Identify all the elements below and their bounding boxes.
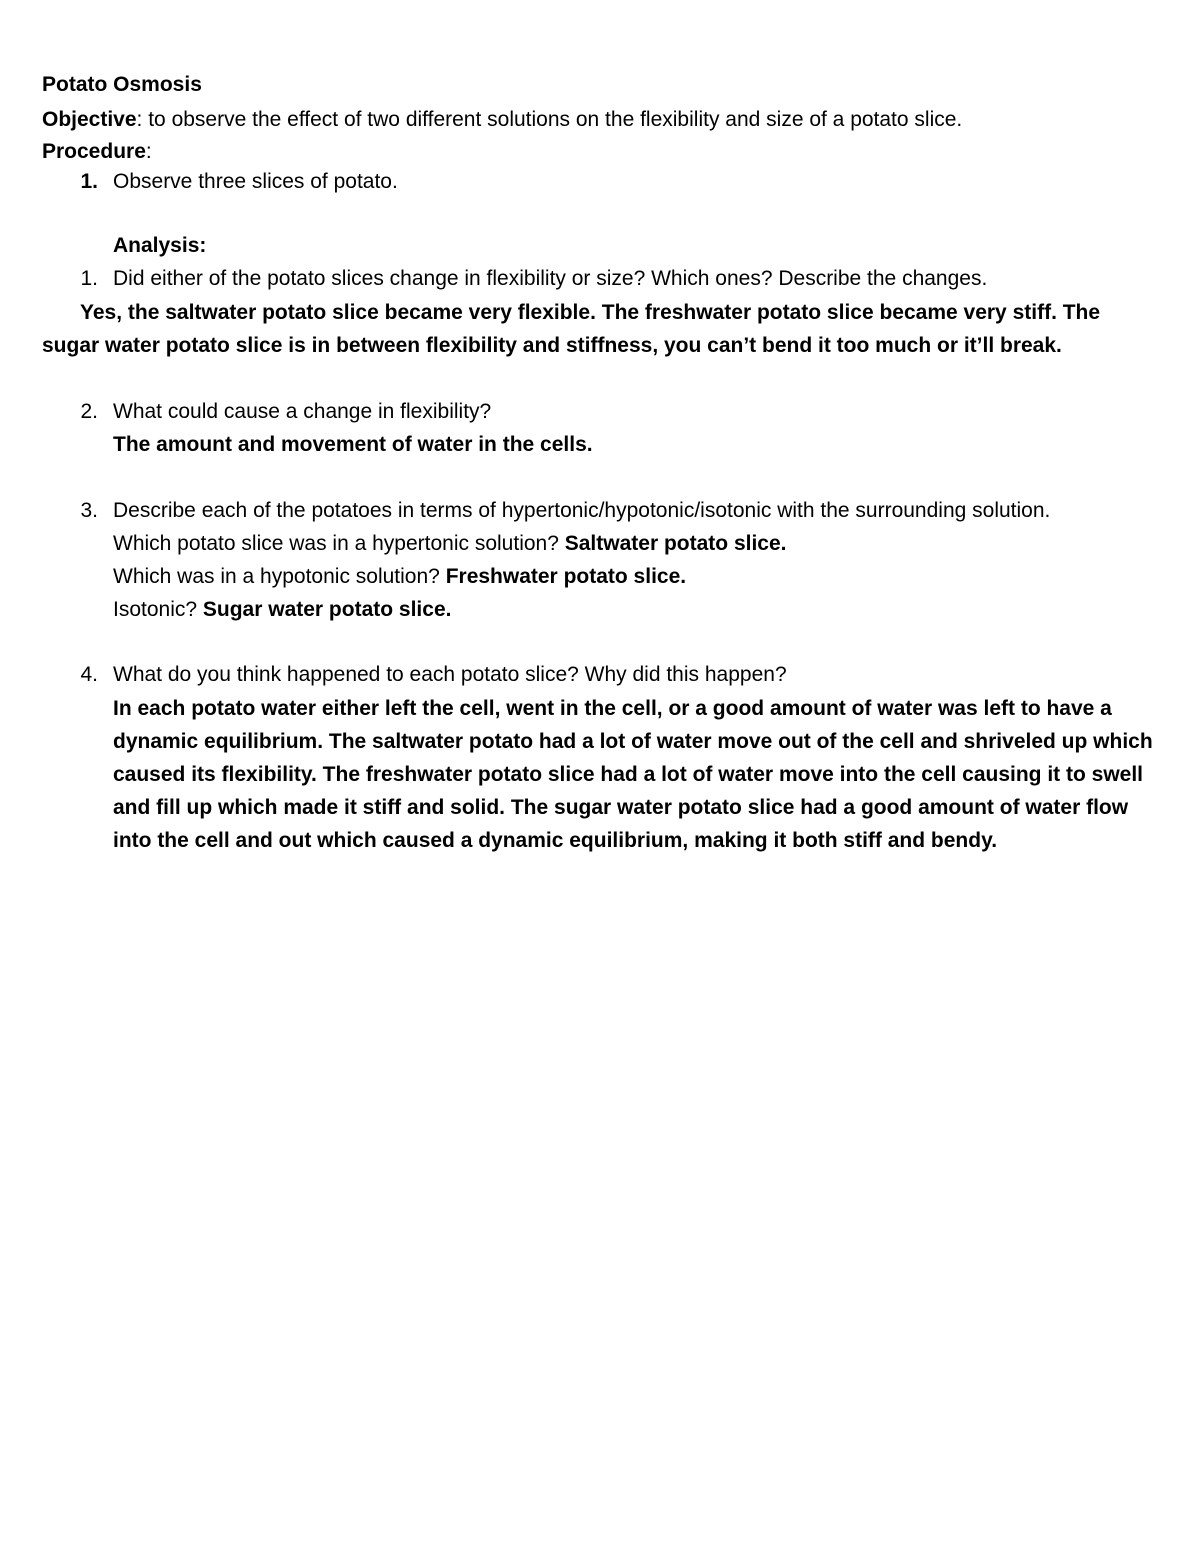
procedure-heading xyxy=(42,136,152,168)
procedure-step-text: Observe three slices of potato. xyxy=(113,170,398,193)
sub-question-answer: Sugar water potato slice. xyxy=(202,598,452,621)
question-number: 3. xyxy=(80,499,98,522)
question-number: 1. xyxy=(80,267,98,290)
objective-text: : to observe the effect of two different solutions on the flexibility and size of a potato slice. xyxy=(136,108,963,131)
sub-question-line xyxy=(113,594,451,626)
sub-question-answer: Saltwater potato slice. xyxy=(564,532,787,555)
answer-text: In each potato water either left the cell, went in the cell, or a good amount of water was left to have a dynamic equilibrium. The saltwater potato had a lot of water move out of the cell and shriveled up which caused its flexibility. The freshwater potato slice had a lot of water move into the cell causing it to swell and fill up which made it stiff and solid. The sugar water potato slice had a good amount of water flow into the cell and out which caused a dynamic equilibrium, making it both stiff and bendy. xyxy=(113,697,1153,852)
question-number: 2. xyxy=(80,400,98,423)
procedure-step-number: 1. xyxy=(80,170,98,193)
page-title: Potato Osmosis xyxy=(42,73,202,96)
answer-text: Yes, the saltwater potato slice became very flexible. The freshwater potato slice became very stiff. The sugar water potato slice is in between flexibility and stiffness, you can’t bend it too much or it’ll break. xyxy=(42,301,1101,357)
objective-label: Objective xyxy=(42,108,137,131)
procedure-label: Procedure xyxy=(42,140,146,163)
sub-question-line xyxy=(113,561,686,593)
question-text: Describe each of the potatoes in terms of hypertonic/hypotonic/isotonic with the surrounding solution. xyxy=(113,499,1051,522)
question-text: What could cause a change in flexibility? xyxy=(113,400,492,423)
procedure-colon: : xyxy=(145,140,152,163)
sub-question-answer: Freshwater potato slice. xyxy=(445,565,687,588)
sub-question-prompt: Which was in a hypotonic solution? xyxy=(113,565,446,588)
sub-question-prompt: Which potato slice was in a hypertonic solution? xyxy=(113,532,565,555)
question-text: What do you think happened to each potato slice? Why did this happen? xyxy=(113,663,787,686)
answer-text: The amount and movement of water in the cells. xyxy=(113,433,593,456)
question-number: 4. xyxy=(80,663,98,686)
analysis-heading: Analysis: xyxy=(113,234,207,257)
sub-question-prompt: Isotonic? xyxy=(113,598,203,621)
objective-line xyxy=(42,104,962,136)
question-text: Did either of the potato slices change in flexibility or size? Which ones? Describe the changes. xyxy=(113,267,988,290)
sub-question-line xyxy=(113,528,786,560)
